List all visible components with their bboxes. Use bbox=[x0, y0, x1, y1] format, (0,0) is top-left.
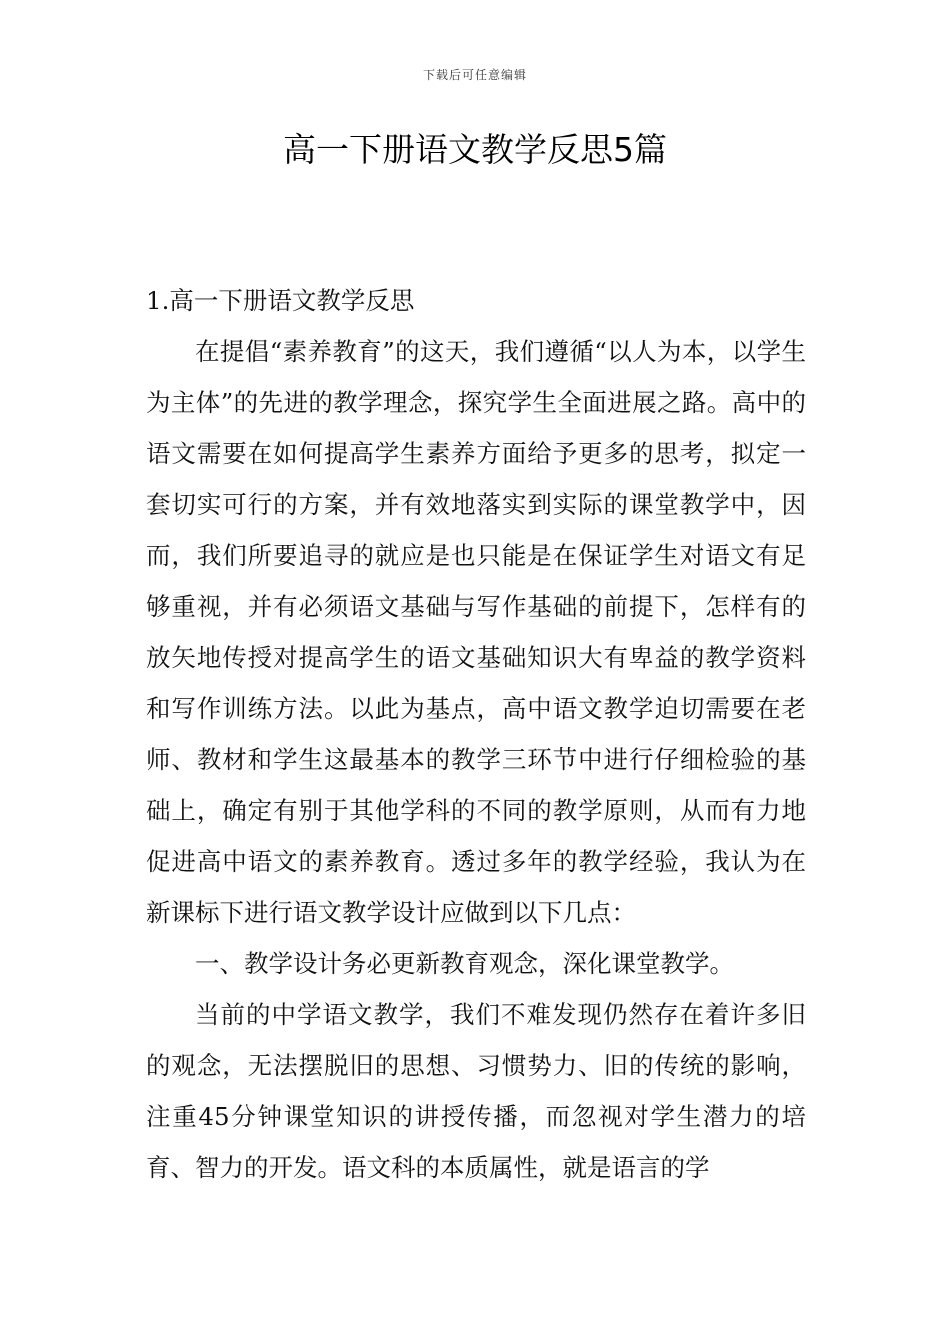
section-heading: 1.高一下册语文教学反思 bbox=[146, 286, 415, 315]
document-body bbox=[146, 275, 806, 1193]
paragraph-current-teaching: 当前的中学语文教学，我们不难发现仍然存在着许多旧的观念，无法摆脱旧的思想、习惯势力、旧的传统的影响，注重45分钟课堂知识的讲授传播，而忽视对学生潜力的培育、智力的开发。语文科的本质属性，就是语言的学 bbox=[146, 1000, 806, 1182]
document-title: 高一下册语文教学反思5篇 bbox=[283, 130, 667, 169]
paragraph-intro: 在提倡“素养教育”的这天，我们遵循“以人为本，以学生为主体”的先进的教学理念，探究学生全面进展之路。高中的语文需要在如何提高学生素养方面给予更多的思考，拟定一套切实可行的方案，并有效地落实到实际的课堂教学中，因而，我们所要追寻的就应是也只能是在保证学生对语文有足够重视，并有必须语文基础与写作基础的前提下，怎样有的放矢地传授对提高学生的语文基础知识大有卑益的教学资料和写作训练方法。以此为基点，高中语文教学迫切需要在老师、教材和学生这最基本的教学三环节中进行仔细检验的基础上，确定有别于其他学科的不同的教学原则，从而有力地促进高中语文的素养教育。透过多年的教学经验，我认为在新课标下进行语文教学设计应做到以下几点： bbox=[146, 337, 806, 927]
paragraph-point-one: 一、教学设计务必更新教育观念，深化课堂教学。 bbox=[195, 949, 734, 978]
page-header-note: 下载后可任意编辑 bbox=[422, 68, 527, 82]
